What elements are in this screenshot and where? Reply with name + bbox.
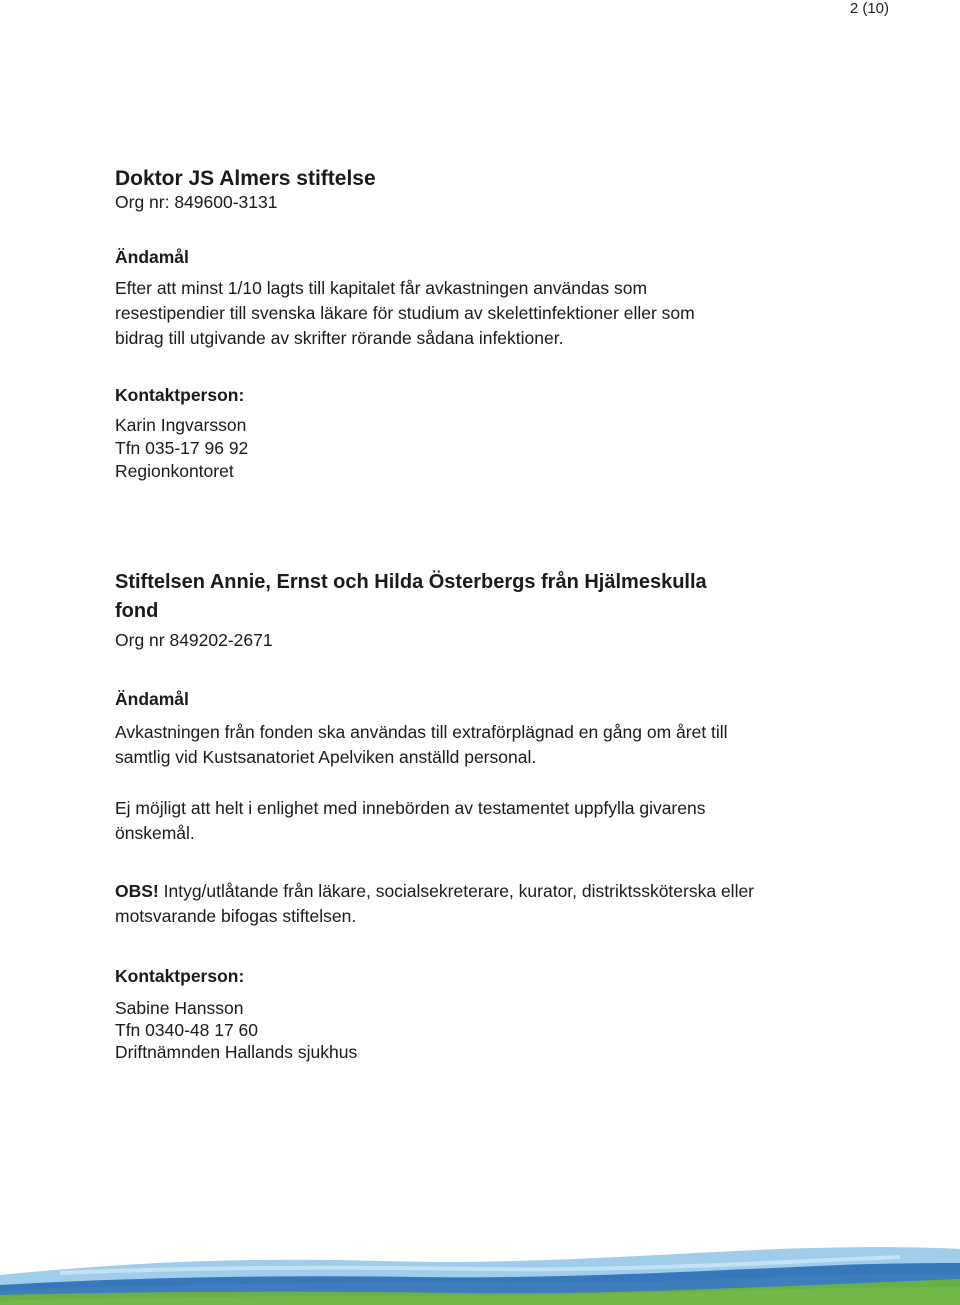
foundation2-note-line: Ej möjligt att helt i enlighet med innebörden av testamentet uppfylla givarens [115, 798, 706, 818]
foundation1-contact-heading: Kontaktperson: [115, 385, 245, 405]
foundation1-contact-office: Regionkontoret [115, 461, 234, 481]
foundation2-title: fond [115, 600, 159, 622]
footer-wave-decoration [0, 1235, 960, 1305]
foundation2-purpose-heading: Ändamål [115, 689, 189, 709]
foundation1-purpose-heading: Ändamål [115, 247, 189, 267]
foundation2-obs-line: motsvarande bifogas stiftelsen. [115, 906, 357, 926]
foundation1-purpose-line: bidrag till utgivande av skrifter rörande sådana infektioner. [115, 328, 564, 348]
foundation2-contact-name: Sabine Hansson [115, 998, 244, 1018]
obs-text: Intyg/utlåtande från läkare, socialsekreterare, kurator, distriktssköterska eller [158, 881, 755, 901]
foundation1-purpose-line: resestipendier till svenska läkare för studium av skelettinfektioner eller som [115, 303, 695, 323]
foundation2-purpose-line: Avkastningen från fonden ska användas till extraförplägnad en gång om året till [115, 722, 728, 742]
foundation1-contact-name: Karin Ingvarsson [115, 415, 247, 435]
foundation2-contact-phone: Tfn 0340-48 17 60 [115, 1020, 259, 1040]
foundation2-note-line: önskemål. [115, 823, 195, 843]
foundation2-title: Stiftelsen Annie, Ernst och Hilda Österbergs från Hjälmeskulla [115, 571, 707, 593]
foundation1-contact-phone: Tfn 035-17 96 92 [115, 438, 249, 458]
foundation2-obs-line [115, 879, 754, 904]
obs-label: OBS! [115, 881, 159, 901]
foundation1-title: Doktor JS Almers stiftelse [115, 167, 376, 190]
foundation2-contact-office: Driftnämnden Hallands sjukhus [115, 1042, 358, 1062]
foundation2-contact-heading: Kontaktperson: [115, 966, 245, 986]
foundation2-purpose-line: samtlig vid Kustsanatoriet Apelviken anställd personal. [115, 747, 537, 767]
foundation1-purpose-line: Efter att minst 1/10 lagts till kapitalet får avkastningen användas som [115, 278, 648, 298]
foundation2-org-nr: Org nr 849202-2671 [115, 630, 273, 650]
foundation1-org-nr: Org nr: 849600-3131 [115, 192, 278, 212]
page-number: 2 (10) [849, 0, 889, 17]
